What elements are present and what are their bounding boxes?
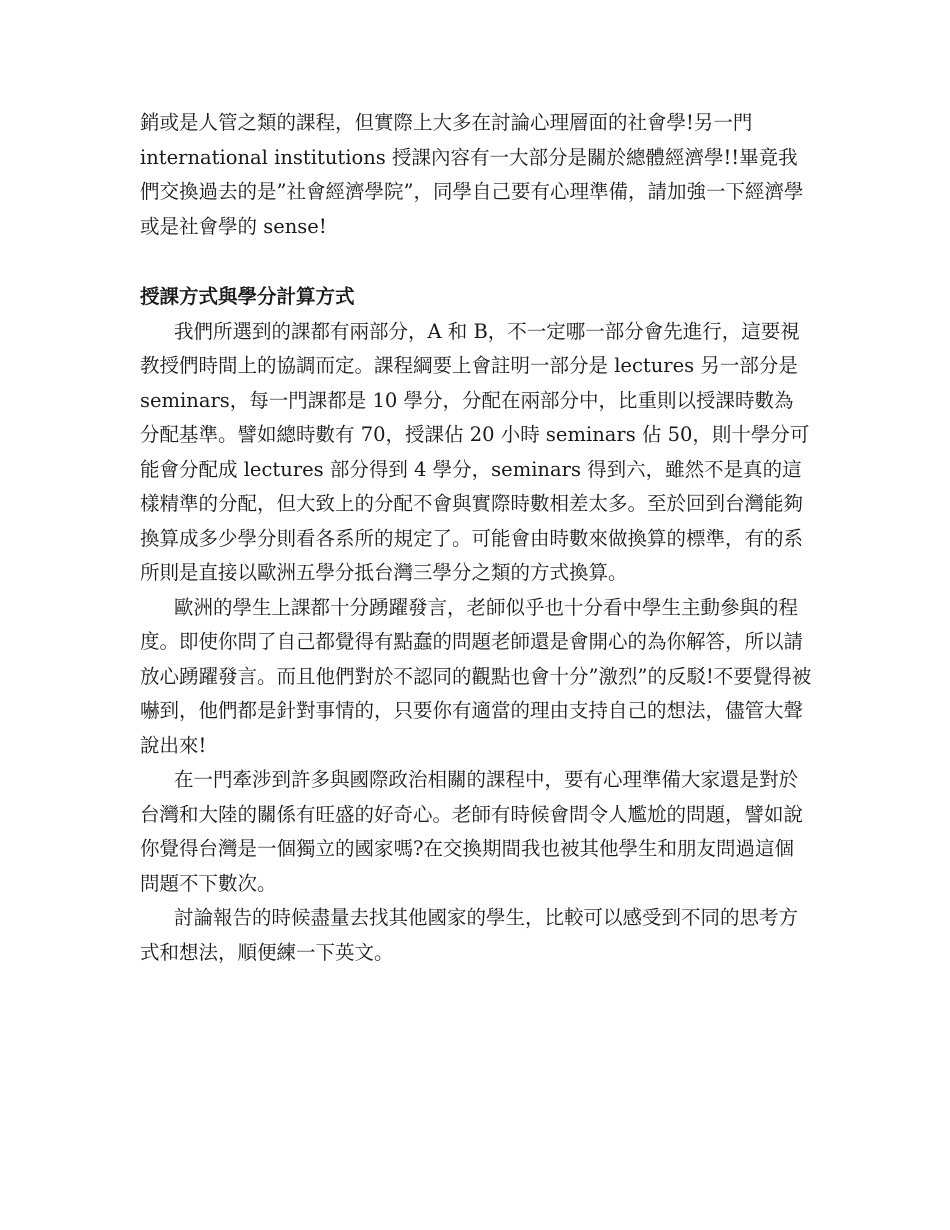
paragraph-politics: 在一門牽涉到許多與國際政治相關的課程中，要有心理準備大家還是對於台灣和大陸的關係有旺盛的好奇心。老師有時候會問令人尷尬的問題，譬如說你覺得台灣是一個獨立的國家嗎?在交換期間我也被其他學生和朋友問過這個問題不下數次。 [140, 768, 804, 895]
paragraph-credits: 我們所選到的課都有兩部分，A 和 B，不一定哪一部分會先進行，這要視教授們時間上的協調而定。課程綱要上會註明一部分是 lectures 另一部分是 seminars，每一門課都是 10 學分，分配在兩部分中，比重則以授課時數為分配基準。譬如總時數有 70，授課佔 20 小時 seminars 佔 50，則十學分可能會分配成 lectures 部分得到 4 學分，seminars 得到六，雖然不是真的這樣精準的分配，但大致上的分配不會與實際時數相差太多。至於回到台灣能夠換算成多少學分則看各系所的規定了。可能會由時數來做換算的標準，有的系所則是直接以歐洲五學分抵台灣三學分之類的方式換算。 [140, 319, 810, 584]
document-body [140, 106, 812, 970]
intro-paragraph: 銷或是人管之類的課程，但實際上大多在討論心理層面的社會學!另一門 international institutions 授課內容有一大部分是關於總體經濟學!!畢竟我們交換過去的是”社會經濟學院”，同學自己要有心理準備，請加強一下經濟學或是社會學的 sense! [140, 111, 804, 238]
paragraph-group-work: 討論報告的時候盡量去找其他國家的學生，比較可以感受到不同的思考方式和想法，順便練一下英文。 [140, 906, 799, 964]
section-heading: 授課方式與學分計算方式 [140, 285, 355, 308]
paragraph-participation: 歐洲的學生上課都十分踴躍發言，老師似乎也十分看中學生主動參與的程度。即使你問了自己都覺得有點蠢的問題老師還是會開心的為你解答，所以請放心踴躍發言。而且他們對於不認同的觀點也會十分”激烈”的反駁!不要覺得被嚇到，他們都是針對事情的，只要你有適當的理由支持自己的想法，儘管大聲說出來! [140, 595, 812, 757]
